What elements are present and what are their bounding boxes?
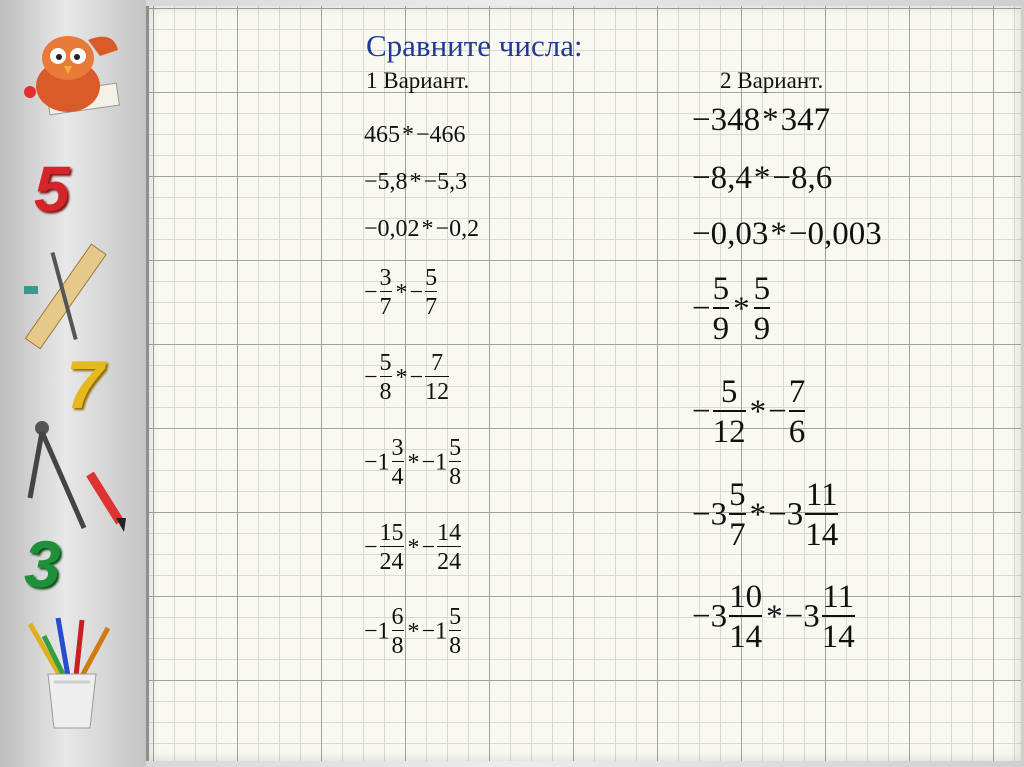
sidebar-digit-seven: 7	[66, 347, 104, 423]
v1-row-5: − $\frac{5}{8}$ *− $\frac{7}{12}$	[364, 350, 450, 406]
v1-row-4: − $\frac{3}{7}$ *− $\frac{5}{7}$	[364, 265, 438, 321]
v2-row-6: −3 $\frac{5}{7}$ *−3 $\frac{11}{14}$	[692, 477, 839, 553]
fraction: $\frac{5}{7}$	[729, 477, 746, 553]
page-title: Сравните числа:	[366, 28, 583, 63]
v1-row-6: −1 $\frac{3}{4}$ *−1 $\frac{5}{8}$	[364, 435, 462, 491]
grid-paper	[146, 6, 1021, 761]
variant-2-heading: 2 Вариант.	[720, 68, 824, 93]
compass-icon	[22, 418, 130, 536]
fraction: $\frac{5}{8}$	[379, 350, 392, 406]
owl-icon	[18, 28, 130, 120]
sidebar-digit-three: 3	[24, 527, 61, 601]
ruler-pencil-icon	[18, 240, 118, 350]
v2-row-3: −0,03*−0,003	[692, 216, 882, 252]
v1-row-3: −0,02*−0,2	[364, 216, 480, 242]
fraction: $\frac{5}{12}$	[712, 374, 746, 450]
fraction: $\frac{5}{9}$	[753, 271, 771, 347]
sidebar-digit-five: 5	[34, 153, 70, 225]
v1-row-2: −5,8*−5,3	[364, 169, 468, 195]
v1-row-8: −1 $\frac{6}{8}$ *−1 $\frac{5}{8}$	[364, 604, 462, 660]
fraction: $\frac{14}{24}$	[437, 520, 462, 576]
v2-row-5: − $\frac{5}{12}$ *− $\frac{7}{6}$	[692, 374, 806, 450]
fraction: $\frac{15}{24}$	[379, 520, 404, 576]
fraction: $\frac{10}{14}$	[729, 579, 763, 655]
fraction: $\frac{11}{14}$	[821, 579, 855, 655]
v2-row-7: −3 $\frac{10}{14}$ *−3 $\frac{11}{14}$	[692, 579, 855, 655]
sidebar	[0, 0, 146, 767]
fraction: $\frac{5}{8}$	[449, 604, 462, 660]
v2-row-1: −348*347	[692, 102, 831, 138]
fraction: $\frac{3}{4}$	[391, 435, 404, 491]
fraction: $\frac{5}{9}$	[712, 271, 730, 347]
fraction: $\frac{11}{14}$	[805, 477, 839, 553]
fraction: $\frac{7}{6}$	[788, 374, 806, 450]
fraction: $\frac{7}{12}$	[425, 350, 450, 406]
fraction: $\frac{6}{8}$	[391, 604, 404, 660]
variant-1-heading: 1 Вариант.	[366, 68, 470, 93]
v2-row-4: − $\frac{5}{9}$ * $\frac{5}{9}$	[692, 271, 771, 347]
fraction: $\frac{5}{8}$	[449, 435, 462, 491]
v1-row-7: − $\frac{15}{24}$ *− $\frac{14}{24}$	[364, 520, 462, 576]
fraction: $\frac{3}{7}$	[379, 265, 392, 321]
v1-row-1: 465*−466	[364, 122, 466, 148]
v2-row-2: −8,4*−8,6	[692, 160, 833, 196]
pencil-cup-icon	[20, 616, 120, 732]
fraction: $\frac{5}{7}$	[425, 265, 438, 321]
